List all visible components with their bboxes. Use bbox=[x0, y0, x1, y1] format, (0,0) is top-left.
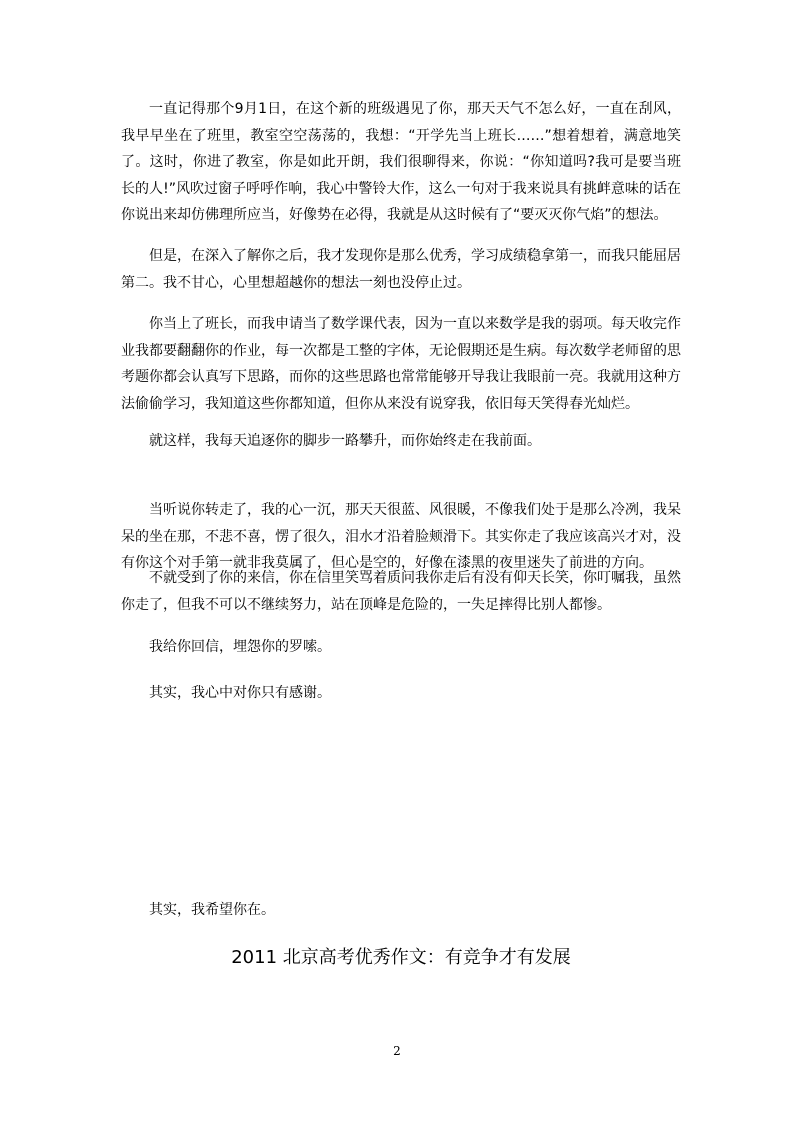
page-number: 2 bbox=[393, 1044, 401, 1058]
body-paragraph-3: 你当上了班长，而我申请当了数学课代表，因为一直以来数学是我的弱项。每天收完作业我都要翻翻你的作业，每一次都是工整的字体，无论假期还是生病。每次数学老师留的思考题你都会认真写下思路，而你的这些思路也常常能够开导我让我眼前一亮。我就用这种方法偷偷学习，我知道这些你都知道，但你从来没有说穿我，依旧每天笑得春光灿烂。 bbox=[121, 316, 681, 412]
body-paragraph-9: 其实，我希望你在。 bbox=[149, 902, 275, 918]
body-paragraph-4: 就这样，我每天追逐你的脚步一路攀升，而你始终走在我前面。 bbox=[149, 433, 541, 449]
body-paragraph-7: 我给你回信，埋怨你的罗嗦。 bbox=[149, 639, 331, 655]
body-paragraph-6: 不就受到了你的来信，你在信里笑骂着质问我你走后有没有仰天长笑，你叮嘱我，虽然你走了，但我不可以不继续努力，站在顶峰是危险的，一失足摔得比别人都惨。 bbox=[121, 570, 681, 613]
next-essay-title: 2011 北京高考优秀作文：有竞争才有发展 bbox=[231, 947, 571, 968]
body-paragraph-8: 其实，我心中对你只有感谢。 bbox=[149, 685, 331, 701]
body-paragraph-1: 一直记得那个9月1日，在这个新的班级遇见了你，那天天气不怎么好，一直在刮风，我早早坐在了班里，教室空空荡荡的，我想：“开学先当上班长……”想着想着，满意地笑了。这时，你进了教室，你是如此开朗，我们很聊得来，你说：“你知道吗?我可是要当班长的人!”风吹过窗子呼呼作响，我心中警铃大作，这么一句对于我来说具有挑衅意味的话在你说出来却仿佛理所应当，好像势在必得，我就是从这时候有了“要灭灭你气焰”的想法。 bbox=[121, 101, 681, 223]
body-paragraph-2: 但是，在深入了解你之后，我才发现你是那么优秀，学习成绩稳拿第一，而我只能屈居第二。我不甘心，心里想超越你的想法一刻也没停止过。 bbox=[121, 248, 681, 291]
body-paragraph-5: 当听说你转走了，我的心一沉，那天天很蓝、风很暖，不像我们处于是那么冷冽，我呆呆的坐在那，不悲不喜，愣了很久，泪水才沿着脸颊滑下。其实你走了我应该高兴才对，没有你这个对手第一就非我莫属了，但心是空的，好像在漆黑的夜里迷失了前进的方向。 bbox=[121, 502, 681, 571]
